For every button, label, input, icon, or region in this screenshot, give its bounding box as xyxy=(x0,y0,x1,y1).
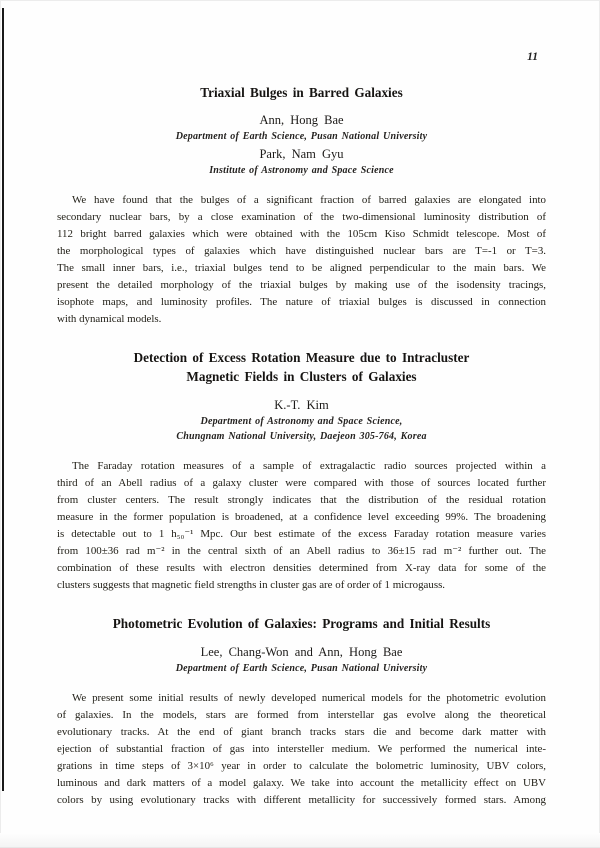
body-text-line: luminous and dark matters of a model galaxy. We take into account the metallicity effect on UBV xyxy=(57,777,546,789)
body-text-line: the morphological types of galaxies which have distinguished nuclear bars are T=-1 or T=3. xyxy=(57,245,546,257)
section-title xyxy=(57,84,546,101)
section-title xyxy=(57,614,546,633)
section-body xyxy=(57,458,546,594)
body-text-line: is detectable out to 1 h₅₀⁻¹ Mpc. Our best estimate of the excess Faraday rotation measure varies xyxy=(57,528,546,540)
body-text-line: clusters suggests that magnetic field strengths in cluster gas are of order of 1 microgauss. xyxy=(57,579,446,591)
scan-edge-rule xyxy=(2,8,4,791)
abstract-section xyxy=(57,614,546,809)
body-text-line: We have found that the bulges of a significant fraction of barred galaxies are elongated into xyxy=(72,194,546,206)
author-name: Lee, Chang-Won and Ann, Hong Bae xyxy=(200,645,403,659)
section-title-line: Detection of Excess Rotation Measure due to Intracluster xyxy=(133,350,470,365)
section-title-line: Photometric Evolution of Galaxies: Programs and Initial Results xyxy=(112,616,491,631)
section-authors xyxy=(57,397,546,443)
body-text-line: The Faraday rotation measures of a sample of extragalactic radio sources projected within a xyxy=(72,460,546,472)
body-text-line: evolutionary tracks. At the end of giant branch tracks stars die and become dark matter with xyxy=(57,726,546,738)
body-text-line: combination of these results with electron densities determined from X-ray data for some of the xyxy=(57,562,546,574)
section-authors xyxy=(57,112,546,177)
author-name: Park, Nam Gyu xyxy=(259,147,344,161)
author-affiliation: Department of Earth Science, Pusan National University xyxy=(175,131,428,142)
author-affiliation: Department of Earth Science, Pusan National University xyxy=(175,663,428,674)
body-text-line: isophote maps, and luminosity profiles. The nature of triaxial bulges is discussed in connection xyxy=(57,296,546,308)
body-text-line: We present some initial results of newly developed numerical models for the photometric evolution xyxy=(72,692,546,704)
abstract-section xyxy=(57,348,546,594)
scan-bottom-shadow xyxy=(0,833,600,848)
author-name: Ann, Hong Bae xyxy=(259,113,344,127)
section-authors xyxy=(57,644,546,675)
body-text-line: with dynamical models. xyxy=(57,313,162,325)
abstract-section xyxy=(57,84,546,328)
body-text-line: ejection of substantial fraction of gas into intersteller medium. We performed the numerical inte- xyxy=(57,743,546,755)
author-name: K.-T. Kim xyxy=(274,398,329,412)
section-title-line: Triaxial Bulges in Barred Galaxies xyxy=(200,85,403,100)
body-text-line: grations in time steps of 3×10⁶ year in order to calculate the bolometric luminosity, UBV colors, xyxy=(57,760,546,772)
page-number: 11 xyxy=(527,51,538,63)
body-text-line: measure in the former population is broadened, at a confidence level exceeding 99%. The broadening xyxy=(57,511,546,523)
author-affiliation: Department of Astronomy and Space Science, xyxy=(200,416,403,427)
body-text-line: secondary nuclear bars, by a close examination of the two-dimensional luminosity distribution of xyxy=(57,211,546,223)
body-text-line: present the detailed morphology of the triaxial bulges by making use of the isodensity tracings, xyxy=(57,279,546,291)
section-title-line: Magnetic Fields in Clusters of Galaxies xyxy=(186,369,417,384)
body-text-line: of galaxies. In the models, stars are formed from interstellar gas evolve along the theoretical xyxy=(57,709,546,721)
body-text-line: The small inner bars, i.e., triaxial bulges tend to be aligned perpendicular to the main bars. We xyxy=(57,262,546,274)
section-body xyxy=(57,690,546,809)
author-affiliation: Institute of Astronomy and Space Science xyxy=(209,165,394,176)
body-text-line: from 100±36 rad m⁻² in the central sixth of an Abell radius to 36±15 rad m⁻² further out. The xyxy=(57,545,546,557)
body-text-line: third of an Abell radius of a galaxy cluster were compared with those of sources located further xyxy=(57,477,546,489)
sections xyxy=(57,0,546,809)
section-title xyxy=(57,348,546,386)
body-text-line: colors by using evolutionary tracks with different metallicity for successively formed stars. Among xyxy=(57,794,546,806)
body-text-line: from cluster centers. The result strongly indicates that the distribution of the residual rotation xyxy=(57,494,546,506)
section-body xyxy=(57,192,546,328)
body-text-line: 112 bright barred galaxies which were obtained with the 105cm Kiso Schmidt telescope. Most of xyxy=(57,228,546,240)
author-affiliation: Chungnam National University, Daejeon 305-764, Korea xyxy=(176,431,427,442)
